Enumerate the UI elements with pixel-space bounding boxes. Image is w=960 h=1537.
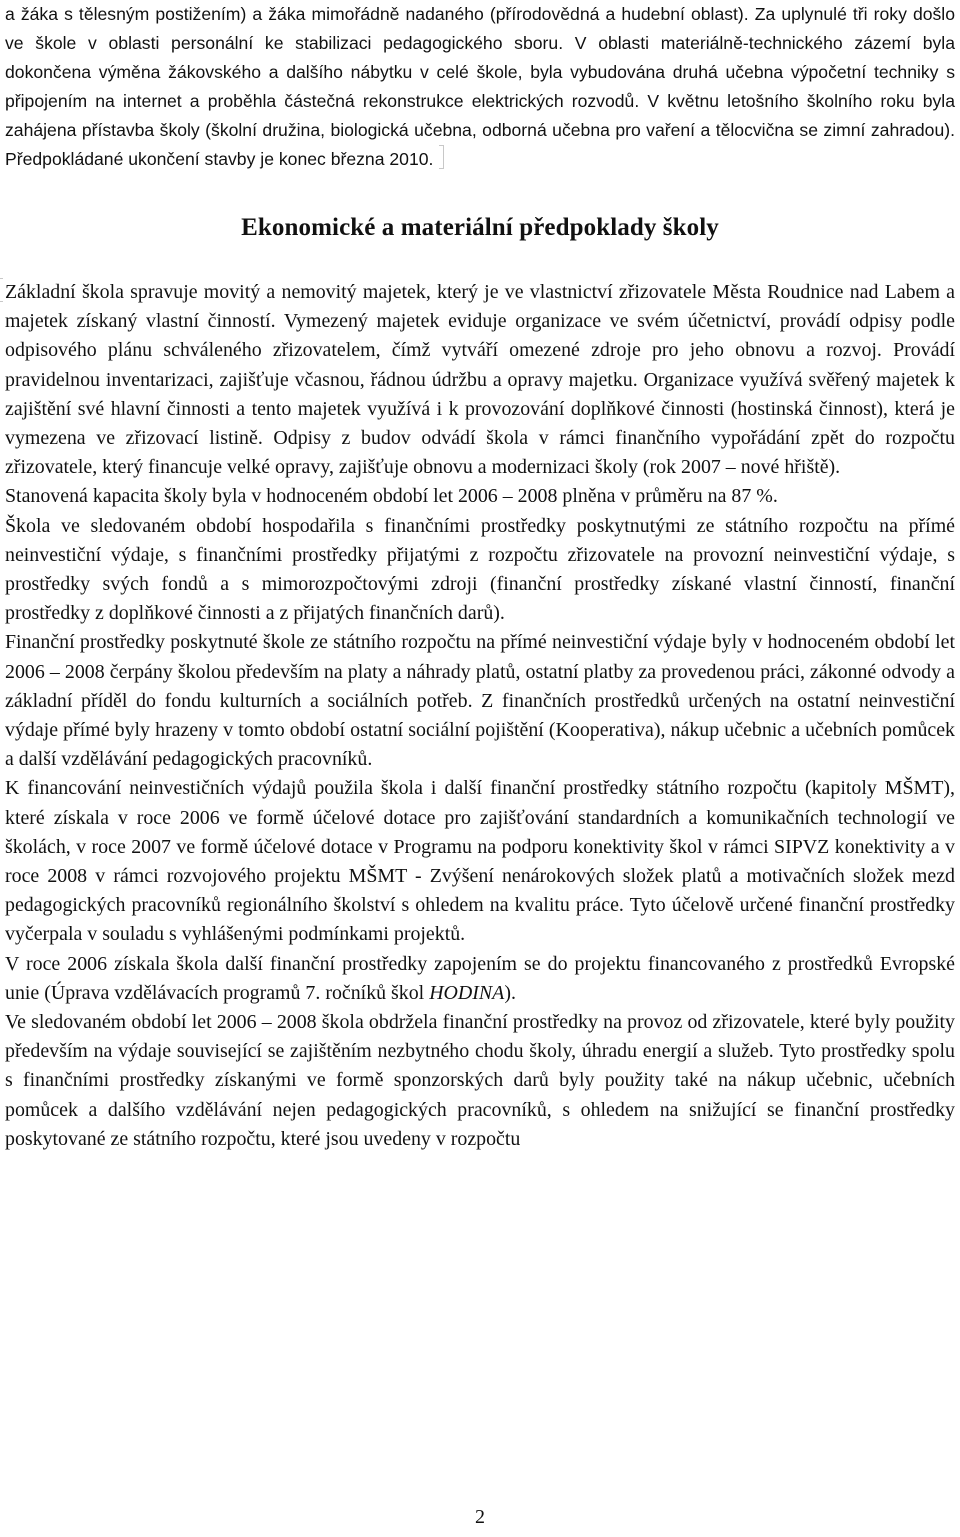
- paragraph-statni-rozpocet: Finanční prostředky poskytnuté škole ze státního rozpočtu na přímé neinvestiční výdaje byly v hodnoceném období let 2006 – 2008 čerpány školou především na platy a náhrady platů, ostatní platby za provedenou práci, zákonné odvody a základní příděl do fondu kulturních a sociálních potřeb. Z finančních prostředků určených na ostatní neinvestiční výdaje přímé byly hrazeny v tomto období ostatní sociální pojištění (Kooperativa), nákup učebnic a učebních pomůcek a další vzdělávání pedagogických pracovníků.: [5, 631, 955, 771]
- intro-text: a žáka s tělesným postižením) a žáka mimořádně nadaného (přírodovědná a hudební oblast). Za uplynulé tři roky došlo ve škole v oblasti personální ke stabilizaci pedagogického sboru. V oblasti materiálně-technického zázemí byla dokončena výměna žákovského a dalšího nábytku v celé škole, byla vybudována druhá učebna výpočetní techniky s připojením na internet a proběhla částečná rekonstrukce elektrických rozvodů. V květnu letošního školního roku byla zahájena přístavba školy (školní družina, biologická učebna, odborná učebna pro vaření a tělocvična se zimní zahradou). Předpokládané ukončení stavby je konec března 2010.: [5, 4, 955, 169]
- paragraph-eu-projekt-text: V roce 2006 získala škola další finanční prostředky zapojením se do projektu financovaného z prostředků Evropské unie (Úprava vzdělávacích programů 7. ročníků škol HODINA).: [5, 952, 955, 1004]
- paragraph-zrizovatel: Ve sledovaném období let 2006 – 2008 škola obdržela finanční prostředky na provoz od zřizovatele, které byly použity především na výdaje související se zajištěním nezbytného chodu školy, úhradu energií a služeb. Tyto prostředky spolu s finančními prostředky získanými ve formě sponzorských darů byly použity také na nákup učebnic, učebních pomůcek a dalšího vzdělávání nejen pedagogických pracovníků, s ohledem na snižující se finanční prostředky poskytované ze státního rozpočtu, které jsou uvedeny v rozpočtu: [5, 1011, 955, 1150]
- paragraph-financovani: K financování neinvestičních výdajů použila škola i další finanční prostředky státního rozpočtu (kapitoly MŠMT), které získala v roce 2006 ve formě účelové dotace pro zajišťování standardních a komunikačních technologií ve školách, v roce 2007 ve formě účelové dotace v Programu na podporu konektivity škol v rámci SIPVZ konektivity a v roce 2008 v rámci rozvojového projektu MŠMT - Zvýšení nenárokových složek platů a motivačních složek mezd pedagogických pracovníků regionálního školství s ohledem na kvalitu práce. Tyto účelově určené finanční prostředky vyčerpala v souladu s vyhlášenými podmínkami projektů.: [5, 777, 955, 946]
- section-heading: Ekonomické a materiální předpoklady školy: [241, 214, 719, 241]
- intro-paragraph: [5, 0, 955, 174]
- paragraph-majetek-text: Základní škola spravuje movitý a nemovitý majetek, který je ve vlastnictví zřizovatele Města Roudnice nad Labem a majetek získaný vlastní činností. Vymezený majetek eviduje organizace ve svém účetnictví, provádí odpisy podle odpisového plánu schváleného zřizovatelem, čímž vytváří omezené zdroje pro jeho obnovu a rozvoj. Provádí pravidelnou inventarizaci, zajišťuje včasnou, řádnou údržbu a opravy majetku. Organizace využívá svěřený majetek k zajištění své hlavní činnosti a tento majetek využívá i k provozování doplňkové činnosti (hostinská činnost), která je vymezena ve zřizovací listině. Odpisy z budov odvádí škola v rámci finančního vypořádání zpět do rozpočtu zřizovatele, který financuje velké opravy, zajišťuje obnovu a modernizaci školy (rok 2007 – nové hřiště).: [5, 281, 955, 479]
- page-number: 2: [475, 1506, 485, 1528]
- paragraph-majetek: [5, 278, 955, 482]
- edit-marker-left-icon: [0, 278, 3, 302]
- paragraph-hospodareni: Škola ve sledovaném období hospodařila s finančními prostředky poskytnutými ze státního rozpočtu na přímé neinvestiční výdaje, s finančními prostředky přijatými z rozpočtu zřizovatele na provozní neinvestiční výdaje, s prostředky svých fondů a s mimorozpočtovými zdroji (finanční prostředky získané vlastní činností, finanční prostředky z doplňkové činnosti a z přijatých finančních darů).: [5, 514, 955, 625]
- edit-marker-icon: [439, 145, 444, 169]
- paragraph-kapacita: Stanovená kapacita školy byla v hodnoceném období let 2006 – 2008 plněna v průměru na 87 %.: [5, 485, 778, 508]
- project-name: HODINA: [429, 981, 505, 1004]
- document-page: [5, 0, 955, 1154]
- paragraph-eu-projekt: [5, 950, 955, 1008]
